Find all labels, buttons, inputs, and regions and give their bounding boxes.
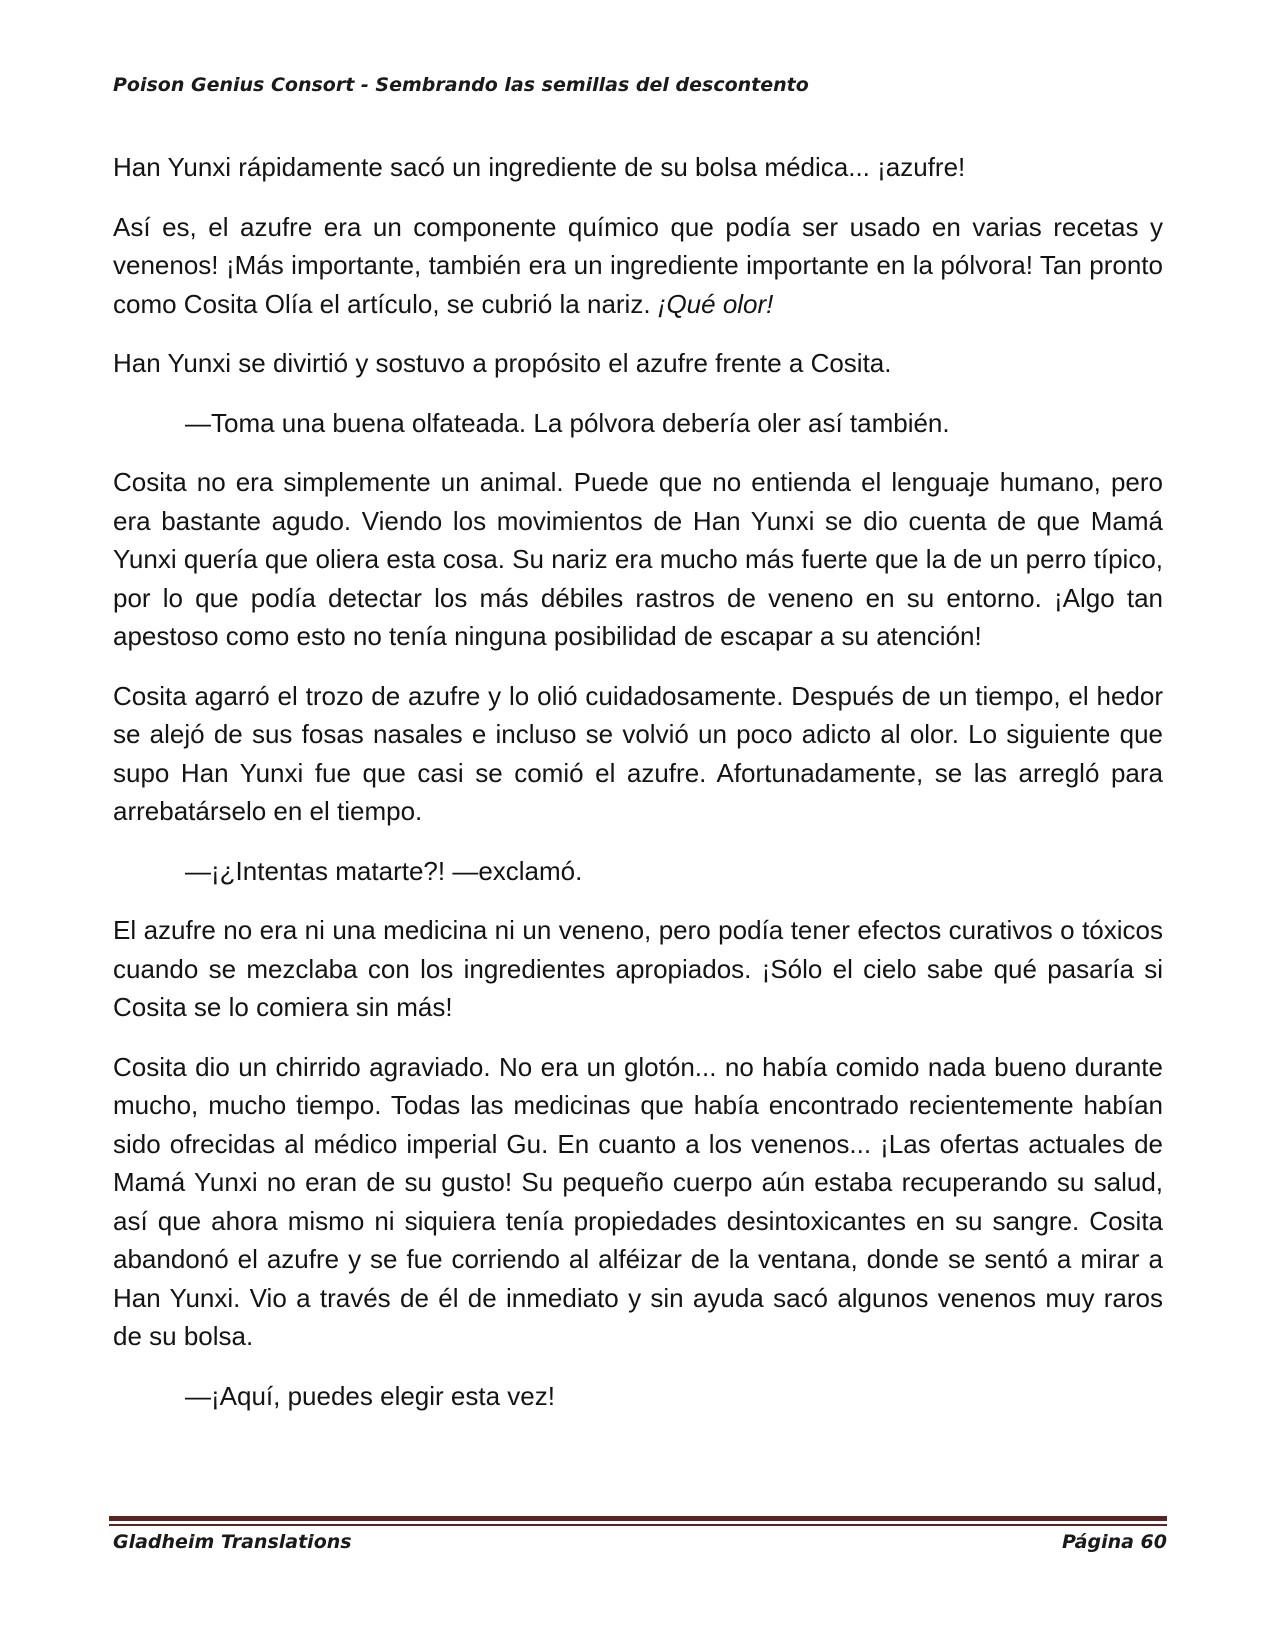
dialogue-line: —Toma una buena olfateada. La pólvora debería oler así también. bbox=[185, 407, 950, 438]
paragraph: Cosita agarró el trozo de azufre y lo olió cuidadosamente. Después de un tiempo, el hedor se alejó de sus fosas nasales e incluso se volvió un poco adicto al olor. Lo siguiente que supo Han Yunxi fue que casi se comió el azufre. Afortunadamente, se las arregló para arrebatárselo en el tiempo. bbox=[113, 680, 1163, 826]
paragraph: Han Yunxi se divirtió y sostuvo a propósito el azufre frente a Cosita. bbox=[113, 348, 892, 378]
paragraph: Cosita dio un chirrido agraviado. No era un glotón... no había comido nada bueno durante mucho, mucho tiempo. Todas las medicinas que había encontrado recientemente habían sido ofrecidas al médico imperial Gu. En cuanto a los venenos... ¡Las ofertas actuales de Mamá Yunxi no eran de su gusto! Su pequeño cuerpo aún estaba recuperando su salud, así que ahora mismo ni siquiera tenía propiedades desintoxicantes en su sangre. Cosita abandonó el azufre y se fue corriendo al alféizar de la ventana, donde se sentó a mirar a Han Yunxi. Vio a través de él de inmediato y sin ayuda sacó algunos venenos muy raros de su bolsa. bbox=[113, 1051, 1163, 1351]
footer-publisher: Gladheim Translations bbox=[113, 1531, 352, 1553]
footer-divider bbox=[109, 1516, 1167, 1521]
dialogue-line: —¡Aquí, puedes elegir esta vez! bbox=[185, 1380, 555, 1411]
dialogue-line: —¡¿Intentas matarte?! —exclamó. bbox=[185, 855, 583, 886]
paragraph: El azufre no era ni una medicina ni un veneno, pero podía tener efectos curativos o tóxicos cuando se mezclaba con los ingredientes apropiados. ¡Sólo el cielo sabe qué pasaría si Cosita se lo comiera sin más! bbox=[113, 915, 1163, 1022]
footer-divider-thin bbox=[109, 1524, 1167, 1526]
italic-exclamation: ¡Qué olor! bbox=[657, 288, 774, 319]
page-number: Página 60 bbox=[1061, 1531, 1167, 1553]
page-body bbox=[113, 148, 1163, 1436]
page-header-title: Poison Genius Consort - Sembrando las semillas del descontento bbox=[113, 74, 809, 96]
paragraph-text: Así es, el azufre era un componente químico que podía ser usado en varias recetas y venenos! ¡Más importante, también era un ingrediente importante en la pólvora! Tan pronto como Cosita Olía el artículo, se cubrió la nariz. bbox=[113, 211, 1163, 319]
paragraph: Cosita no era simplemente un animal. Puede que no entienda el lenguaje humano, pero era bastante agudo. Viendo los movimientos de Han Yunxi se dio cuenta de que Mamá Yunxi quería que oliera esta cosa. Su nariz era mucho más fuerte que la de un perro típico, por lo que podía detectar los más débiles rastros de veneno en su entorno. ¡Algo tan apestoso como esto no tenía ninguna posibilidad de escapar a su atención! bbox=[113, 467, 1163, 651]
paragraph bbox=[113, 208, 1163, 324]
paragraph: Han Yunxi rápidamente sacó un ingrediente de su bolsa médica... ¡azufre! bbox=[113, 152, 966, 182]
